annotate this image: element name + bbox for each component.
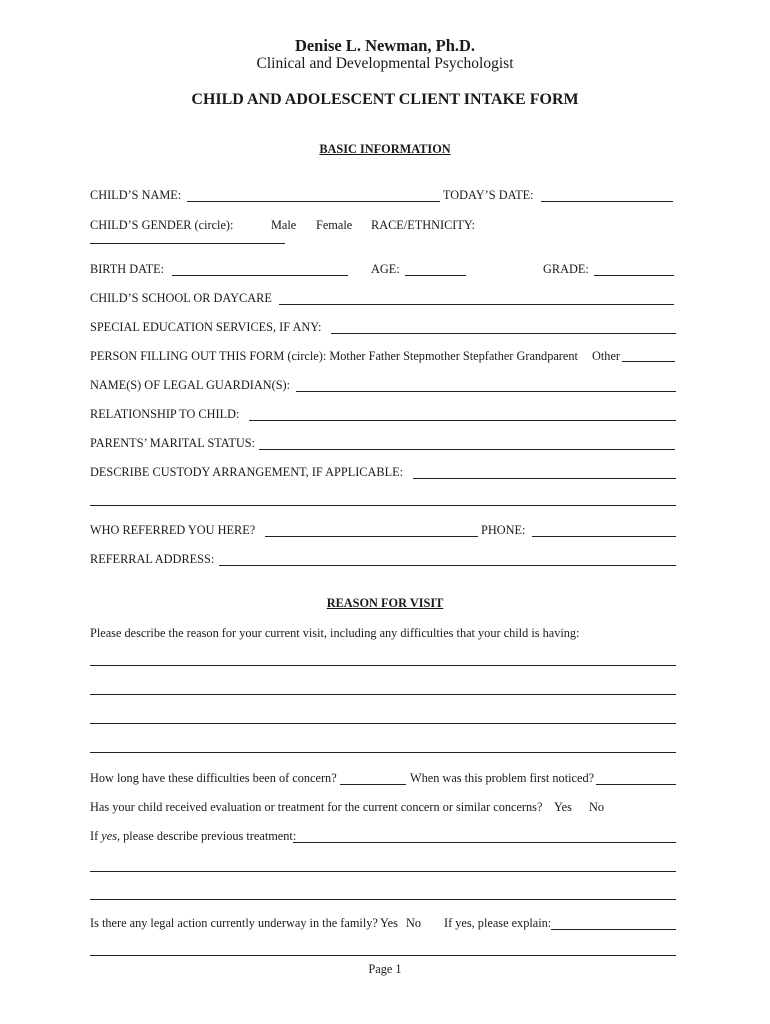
birth-date-field[interactable] [172, 275, 348, 276]
referred-by-label: WHO REFERRED YOU HERE? [90, 523, 256, 537]
childs-name-label: CHILD’S NAME: [90, 188, 182, 202]
phone-field[interactable] [532, 536, 676, 537]
referral-address-label: REFERRAL ADDRESS: [90, 552, 215, 566]
reason-line-4[interactable] [90, 752, 676, 753]
relationship-field[interactable] [249, 420, 676, 421]
gender-option-female[interactable]: Female [316, 218, 353, 232]
childs-name-field[interactable] [187, 201, 440, 202]
received-evaluation-label: Has your child received evaluation or treatment for the current concern or similar concerns? [90, 800, 543, 814]
legal-action-label: Is there any legal action currently underway in the family? [90, 916, 378, 930]
page-number: Page 1 [368, 962, 402, 976]
evaluation-option-yes[interactable]: Yes [554, 800, 572, 814]
person-option-other[interactable]: Other [592, 349, 620, 363]
special-education-label: SPECIAL EDUCATION SERVICES, IF ANY: [90, 320, 322, 334]
age-label: AGE: [371, 262, 400, 276]
phone-label: PHONE: [481, 523, 526, 537]
how-long-field[interactable] [340, 784, 406, 785]
yes-italic-word: yes [101, 829, 117, 843]
race-ethnicity-label: RACE/ETHNICITY: [371, 218, 476, 232]
basic-information-heading: BASIC INFORMATION [319, 142, 451, 156]
first-noticed-label: When was this problem first noticed? [410, 771, 595, 785]
legal-explain-field[interactable] [551, 929, 676, 930]
custody-field[interactable] [413, 478, 676, 479]
previous-treatment-label [90, 829, 296, 843]
gender-label: CHILD’S GENDER (circle): [90, 218, 234, 232]
grade-label: GRADE: [543, 262, 589, 276]
how-long-label: How long have these difficulties been of concern? [90, 771, 337, 785]
legal-guardians-field[interactable] [296, 391, 676, 392]
referral-address-field[interactable] [219, 565, 676, 566]
person-other-field[interactable] [622, 361, 675, 362]
grade-field[interactable] [594, 275, 674, 276]
marital-status-field[interactable] [259, 449, 675, 450]
age-field[interactable] [405, 275, 466, 276]
reason-for-visit-heading: REASON FOR VISIT [326, 596, 444, 610]
person-filling-label: PERSON FILLING OUT THIS FORM (circle): Mother Father Stepmother Stepfather Grandparent [90, 349, 578, 363]
birth-date-label: BIRTH DATE: [90, 262, 165, 276]
previous-treatment-line-2[interactable] [90, 871, 676, 872]
evaluation-option-no[interactable]: No [589, 800, 605, 814]
referred-by-field[interactable] [265, 536, 478, 537]
special-education-field[interactable] [331, 333, 676, 334]
reason-line-1[interactable] [90, 665, 676, 666]
legal-guardians-label: NAME(S) OF LEGAL GUARDIAN(S): [90, 378, 291, 392]
psychologist-title: Clinical and Developmental Psychologist [256, 55, 514, 72]
first-noticed-field[interactable] [596, 784, 676, 785]
form-title: CHILD AND ADOLESCENT CLIENT INTAKE FORM [191, 91, 579, 108]
school-label: CHILD’S SCHOOL OR DAYCARE [90, 291, 272, 305]
gender-option-male[interactable]: Male [271, 218, 297, 232]
legal-option-yes[interactable]: Yes [380, 916, 398, 930]
custody-label: DESCRIBE CUSTODY ARRANGEMENT, IF APPLICABLE: [90, 465, 404, 479]
previous-treatment-field[interactable] [293, 842, 676, 843]
legal-explain-line-2[interactable] [90, 955, 676, 956]
reason-line-3[interactable] [90, 723, 676, 724]
reason-description-prompt: Please describe the reason for your current visit, including any difficulties that your child is having: [90, 626, 580, 640]
school-field[interactable] [279, 304, 674, 305]
todays-date-label: TODAY’S DATE: [443, 188, 534, 202]
previous-treatment-text: , please describe previous treatment: [116, 829, 297, 843]
race-ethnicity-field[interactable] [90, 243, 285, 244]
custody-field-line-2[interactable] [90, 505, 676, 506]
marital-status-label: PARENTS’ MARITAL STATUS: [90, 436, 255, 450]
todays-date-field[interactable] [541, 201, 673, 202]
if-word: If [90, 829, 99, 843]
relationship-label: RELATIONSHIP TO CHILD: [90, 407, 240, 421]
legal-explain-label: If yes, please explain: [444, 916, 552, 930]
reason-line-2[interactable] [90, 694, 676, 695]
legal-option-no[interactable]: No [406, 916, 422, 930]
psychologist-name: Denise L. Newman, Ph.D. [294, 36, 476, 55]
previous-treatment-line-3[interactable] [90, 899, 676, 900]
